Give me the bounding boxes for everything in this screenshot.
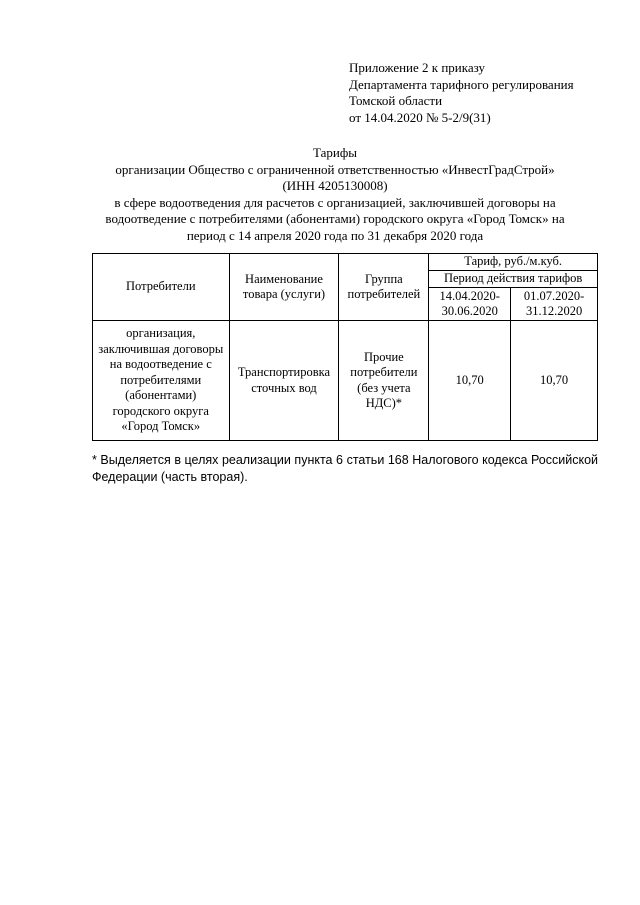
header-goods: Наименование товара (услуги) bbox=[229, 254, 339, 321]
heading-line: в сфере водоотведения для расчетов с организацией, заключившей договоры на bbox=[114, 194, 556, 210]
cell-value-1: 10,70 bbox=[429, 321, 511, 441]
document-heading bbox=[80, 145, 590, 244]
document-title: Тарифы bbox=[312, 145, 357, 160]
heading-line: организации Общество с ограниченной ответственностью «ИнвестГрадСтрой» bbox=[115, 161, 555, 177]
header-group: Группа потребителей bbox=[339, 254, 429, 321]
header-period-2: 01.07.2020-31.12.2020 bbox=[511, 288, 598, 321]
appendix-block bbox=[349, 60, 574, 126]
table-row bbox=[93, 321, 598, 441]
heading-line: водоотведение с потребителями (абонентами) городского округа «Город Томск» на bbox=[105, 211, 565, 226]
cell-group: Прочие потребители (без учета НДС)* bbox=[339, 321, 429, 441]
tariff-table bbox=[92, 253, 598, 441]
cell-goods: Транспортировка сточных вод bbox=[229, 321, 339, 441]
appendix-line: Департамента тарифного регулирования bbox=[349, 76, 574, 92]
appendix-line: Томской области bbox=[349, 93, 443, 108]
appendix-line: от 14.04.2020 № 5-2/9(31) bbox=[349, 109, 491, 125]
cell-value-2: 10,70 bbox=[511, 321, 598, 441]
cell-consumer: организация, заключившая договоры на водоотведение с потребителями (абонентами) городского округа «Город Томск» bbox=[93, 321, 230, 441]
heading-line: период с 14 апреля 2020 года по 31 декабря 2020 года bbox=[186, 227, 484, 243]
header-period-1: 14.04.2020-30.06.2020 bbox=[429, 288, 511, 321]
appendix-line: Приложение 2 к приказу bbox=[349, 60, 486, 75]
footnote: * Выделяется в целях реализации пункта 6 статьи 168 Налогового кодекса Российской Федерации (часть вторая). bbox=[92, 453, 598, 484]
header-tariff: Тариф, руб./м.куб. bbox=[429, 254, 598, 271]
header-consumers: Потребители bbox=[93, 254, 230, 321]
heading-line: (ИНН 4205130008) bbox=[282, 178, 388, 193]
header-period: Период действия тарифов bbox=[429, 271, 598, 288]
